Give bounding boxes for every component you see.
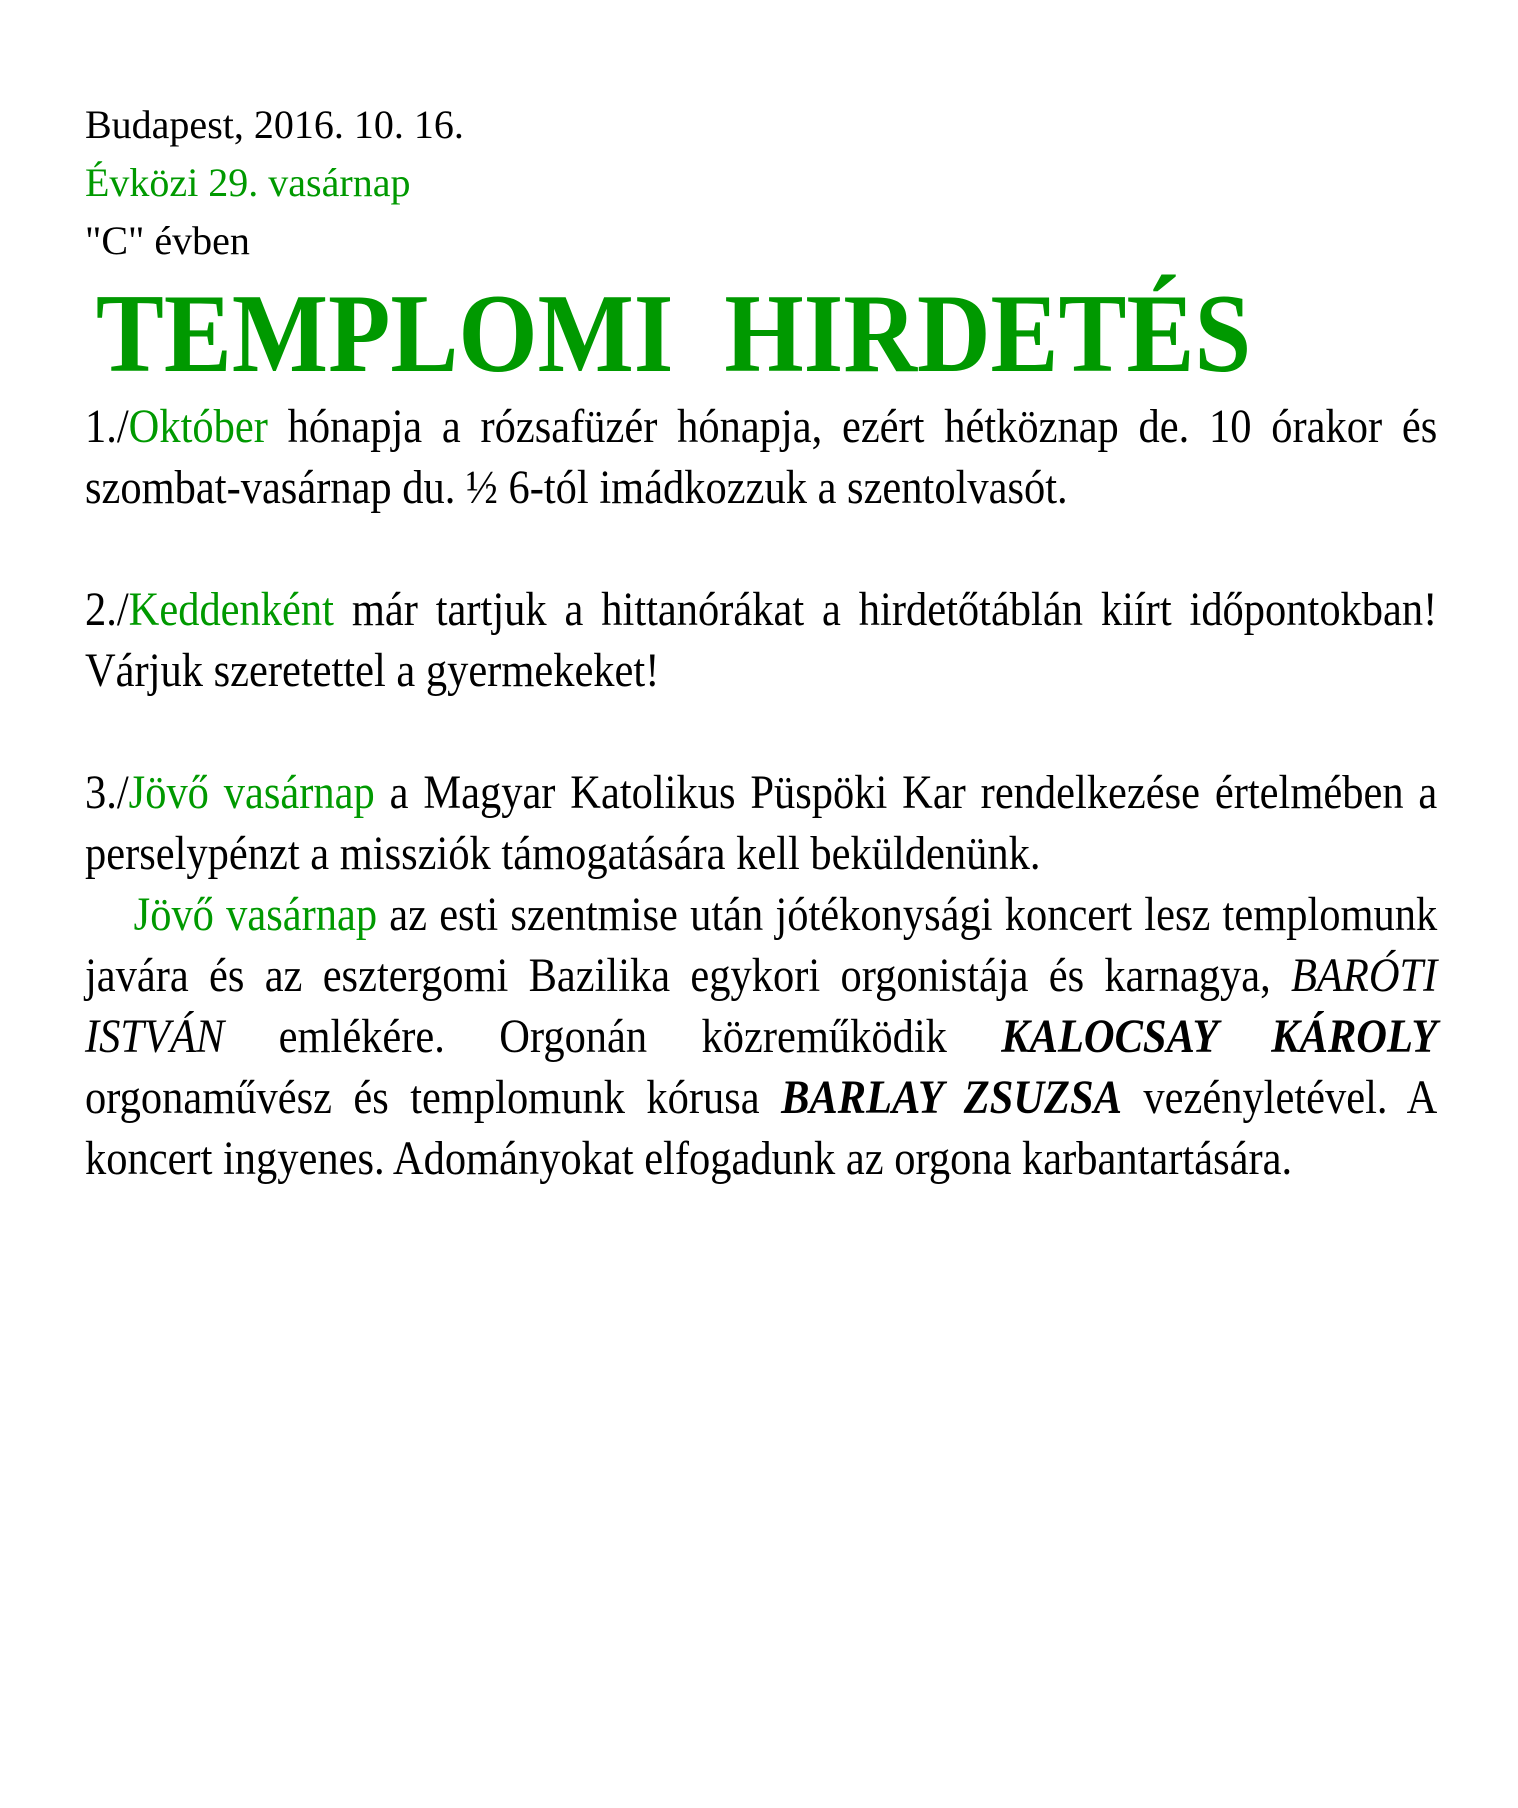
announcement-number: 2./ bbox=[85, 583, 129, 636]
announcement-text: a Magyar Katolikus Püspöki Kar rendelkezése értelmében a perselypénzt a missziók támogatására kell beküldenünk. bbox=[85, 766, 1438, 880]
announcement-highlight: Jövő vasárnap bbox=[128, 766, 375, 819]
concert-highlight: Jövő vasárnap bbox=[133, 888, 378, 941]
conductor-name: BARLAY ZSUZSA bbox=[781, 1071, 1122, 1124]
announcements-body bbox=[85, 396, 1437, 1189]
announcement-3 bbox=[85, 762, 1437, 884]
concert-text-3: orgonaművész és templomunk kórusa bbox=[85, 1071, 782, 1124]
announcement-text: már tartjuk a hittanórákat a hirdetőtáblán kiírt időpontokban! Várjuk szeretettel a gyermekeket! bbox=[85, 583, 1438, 697]
place-date: Budapest, 2016. 10. 16. bbox=[85, 102, 464, 147]
organist-name: KALOCSAY KÁROLY bbox=[1001, 1010, 1438, 1063]
announcement-1 bbox=[85, 396, 1437, 518]
announcement-3-concert bbox=[85, 884, 1437, 1189]
page-title: TEMPLOMI HIRDETÉS bbox=[95, 272, 1252, 396]
concert-text-4: vezényletével. A koncert ingyenes. Adományokat elfogadunk az orgona karbantartására. bbox=[85, 1071, 1438, 1185]
liturgical-day: Évközi 29. vasárnap bbox=[85, 160, 411, 205]
concert-text-1: az esti szentmise után jótékonysági koncert lesz templomunk javára és az esztergomi Bazilika egykori orgonistája és karnagya, bbox=[85, 888, 1438, 1002]
honoree-name: BARÓTI ISTVÁN bbox=[85, 949, 1438, 1063]
announcement-page bbox=[85, 96, 1437, 1189]
announcement-2 bbox=[85, 579, 1437, 701]
announcement-highlight: Október bbox=[128, 400, 268, 453]
announcement-text: hónapja a rózsafüzér hónapja, ezért hétköznap de. 10 órakor és szombat-vasárnap du. ½ 6-tól imádkozzuk a szentolvasót. bbox=[85, 400, 1438, 514]
concert-text-2: emlékére. Orgonán közreműködik bbox=[224, 1010, 1002, 1063]
liturgical-year: "C" évben bbox=[85, 218, 250, 263]
announcement-number: 1./ bbox=[85, 400, 129, 453]
announcement-highlight: Keddenként bbox=[128, 583, 334, 636]
announcement-number: 3./ bbox=[85, 766, 129, 819]
